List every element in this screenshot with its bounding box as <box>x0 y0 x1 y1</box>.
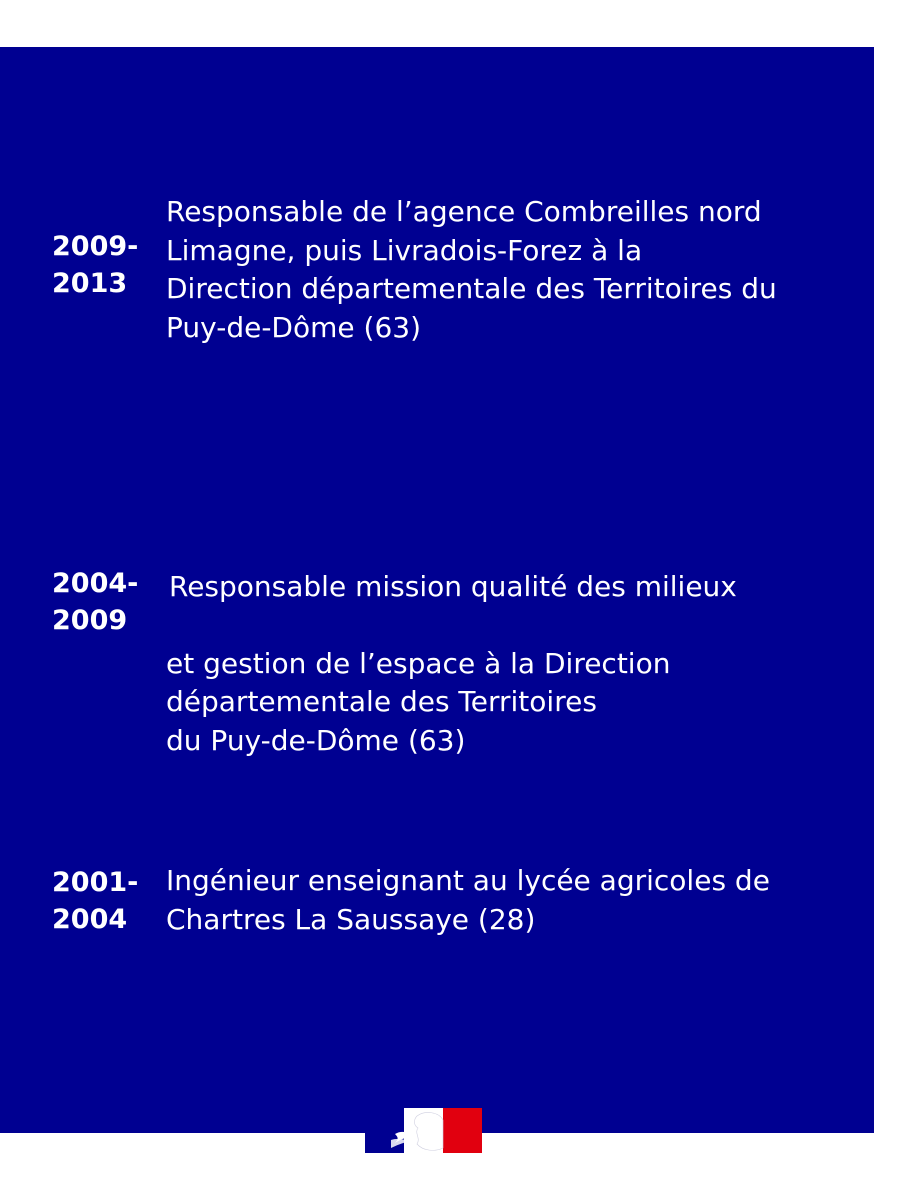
entry-years: 2001- 2004 <box>52 867 139 935</box>
entry-years: 2004- 2009 <box>52 568 139 636</box>
entry-description: Ingénieur enseignant au lycée agricoles de Chartres La Saussaye (28) <box>166 864 770 936</box>
marianne-logo-icon <box>365 1108 482 1153</box>
entry-description <box>166 529 856 799</box>
entry-description: Responsable de l’agence Combreilles nord Limagne, puis Livradois-Forez à la Direction départementale des Territoires du Puy-de-Dôme (63) <box>166 195 777 344</box>
entry-description-line: Responsable mission qualité des milieux <box>169 569 737 603</box>
entry-description-rest: et gestion de l’espace à la Direction départementale des Territoires du Puy-de-Dôme (63) <box>166 646 671 757</box>
timeline-panel <box>0 47 874 1133</box>
entry-years: 2009- 2013 <box>52 231 139 299</box>
